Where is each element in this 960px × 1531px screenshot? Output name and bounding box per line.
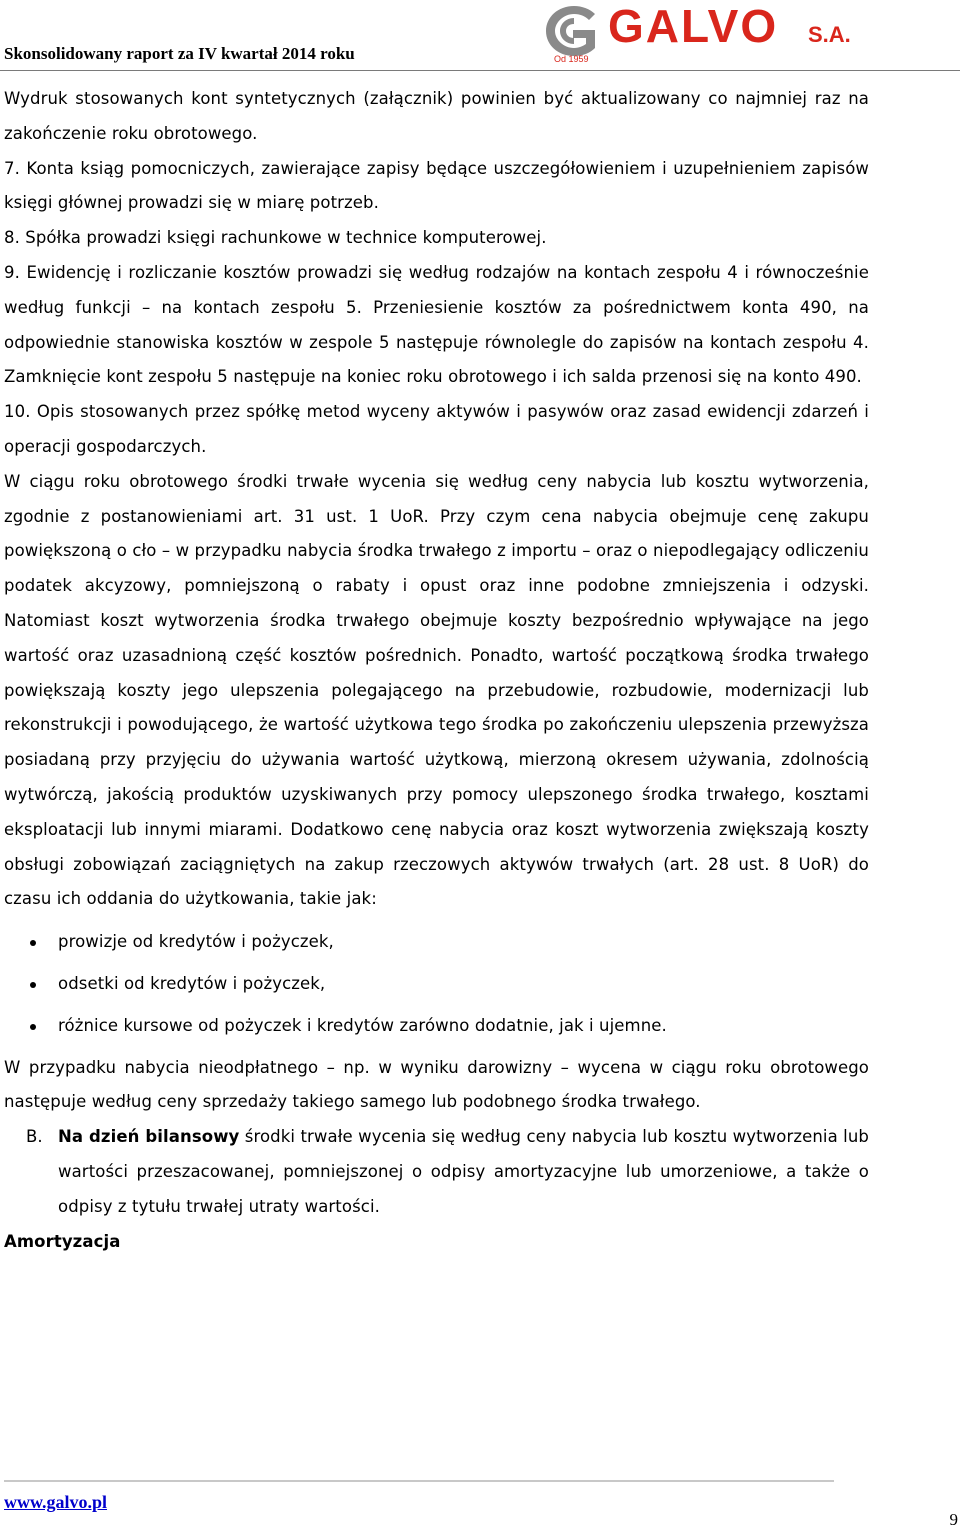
- section-title-amortyzacja: Amortyzacja: [4, 1231, 121, 1251]
- bullet-icon: [30, 940, 36, 946]
- website-link[interactable]: www.galvo.pl: [4, 1492, 108, 1512]
- item-b-marker: B.: [26, 1127, 43, 1147]
- list-item-text: prowizje od kredytów i pożyczek,: [58, 932, 334, 952]
- list-item-text: odsetki od kredytów i pożyczek,: [58, 973, 326, 993]
- header-divider: [0, 70, 960, 71]
- cost-bullet-list: [4, 925, 869, 1043]
- page-number: 9: [949, 1510, 958, 1529]
- list-item-text: różnice kursowe od pożyczek i kredytów zarówno dodatnie, jak i ujemne.: [58, 1015, 667, 1035]
- list-item: [4, 925, 869, 960]
- logo-suffix-text: S.A.: [808, 22, 851, 47]
- paragraph-free-acquisition: W przypadku nabycia nieodpłatnego – np. w wyniku darowizny – wycena w ciągu roku obrotowego następuje według ceny sprzedaży takiego samego lub podobnego środka trwałego.: [4, 1057, 869, 1112]
- footer-divider: [4, 1480, 834, 1482]
- logo-brand-text: GALVO: [608, 0, 779, 52]
- bullet-icon: [30, 982, 36, 988]
- paragraph-8: 8. Spółka prowadzi księgi rachunkowe w technice komputerowej.: [4, 228, 547, 248]
- page-header: [0, 0, 960, 80]
- list-item: [4, 1009, 869, 1044]
- paragraph-wydruk: Wydruk stosowanych kont syntetycznych (załącznik) powinien być aktualizowany co najmniej raz na zakończenie roku obrotowego.: [4, 89, 869, 143]
- paragraph-7: 7. Konta ksiąg pomocniczych, zawierające zapisy będące uszczegółowieniem i uzupełnieniem zapisów księgi głównej prowadzi się w miarę potrzeb.: [4, 158, 869, 213]
- report-title: Skonsolidowany raport za IV kwartał 2014 roku: [4, 44, 355, 63]
- paragraph-9: 9. Ewidencję i rozliczanie kosztów prowadzi się według rodzajów na kontach zespołu 4 i równocześnie według funkcji – na kontach zespołu 5. Przeniesienie kosztów za pośrednictwem konta 490, na odpowiednie stanowiska kosztów w zespole 5 następuje równolegle do zapisów na kontach zespołu 4. Zamknięcie kont zespołu 5 następuje na koniec roku obrotowego i ich salda przenosi się na konto 490.: [4, 262, 869, 387]
- document-body: [4, 82, 869, 1259]
- item-b-bold: Na dzień bilansowy: [58, 1127, 240, 1147]
- logo-tagline-text: Od 1959: [554, 54, 589, 64]
- galvo-logo: [540, 0, 872, 64]
- paragraph-10: 10. Opis stosowanych przez spółkę metod wyceny aktywów i pasywów oraz zasad ewidencji zdarzeń i operacji gospodarczych.: [4, 402, 869, 456]
- galvo-emblem-icon: [546, 6, 595, 56]
- paragraph-valuation: W ciągu roku obrotowego środki trwałe wycenia się według ceny nabycia lub kosztu wytworzenia, zgodnie z postanowieniami art. 31 ust. 1 UoR. Przy czym cena nabycia obejmuje cenę zakupu powiększoną o cło – w przypadku nabycia środka trwałego z importu – oraz o niepodlegający odliczeniu podatek akcyzowy, pomniejszoną o rabaty i opust oraz inne podobne zmniejszenia i odzyski. Natomiast koszt wytworzenia środka trwałego obejmuje koszty bezpośrednio wpływające na jego wartość oraz uzasadnioną część kosztów pośrednich. Ponadto, wartość początkową środka trwałego powiększają koszty jego ulepszenia polegającego na przebudowie, rozbudowie, modernizacji lub rekonstrukcji i powodującego, że wartość użytkowa tego środka po zakończeniu ulepszenia przewyższa posiadaną przy przyjęciu do używania wartość użytkową, mierzoną okresem używania, zdolnością wytwórczą, jakością produktów uzyskiwanych przy pomocy ulepszonego środka trwałego, kosztami eksploatacji lub innymi miarami. Dodatkowo cenę nabycia oraz koszt wytworzenia zwiększają koszty obsługi zobowiązań zaciągniętych na zakup rzeczowych aktywów trwałych (art. 28 ust. 8 UoR) do czasu ich oddania do użytkowania, takie jak:: [4, 471, 869, 909]
- list-item: [4, 967, 869, 1002]
- item-b-text: środki trwałe wycenia się według ceny nabycia lub kosztu wytworzenia lub wartości przeszacowanej, pomniejszonej o odpisy amortyzacyjne lub umorzeniowe, a także o odpisy z tytułu trwałej utraty wartości.: [58, 1127, 869, 1216]
- item-b: [4, 1120, 869, 1224]
- bullet-icon: [30, 1024, 36, 1030]
